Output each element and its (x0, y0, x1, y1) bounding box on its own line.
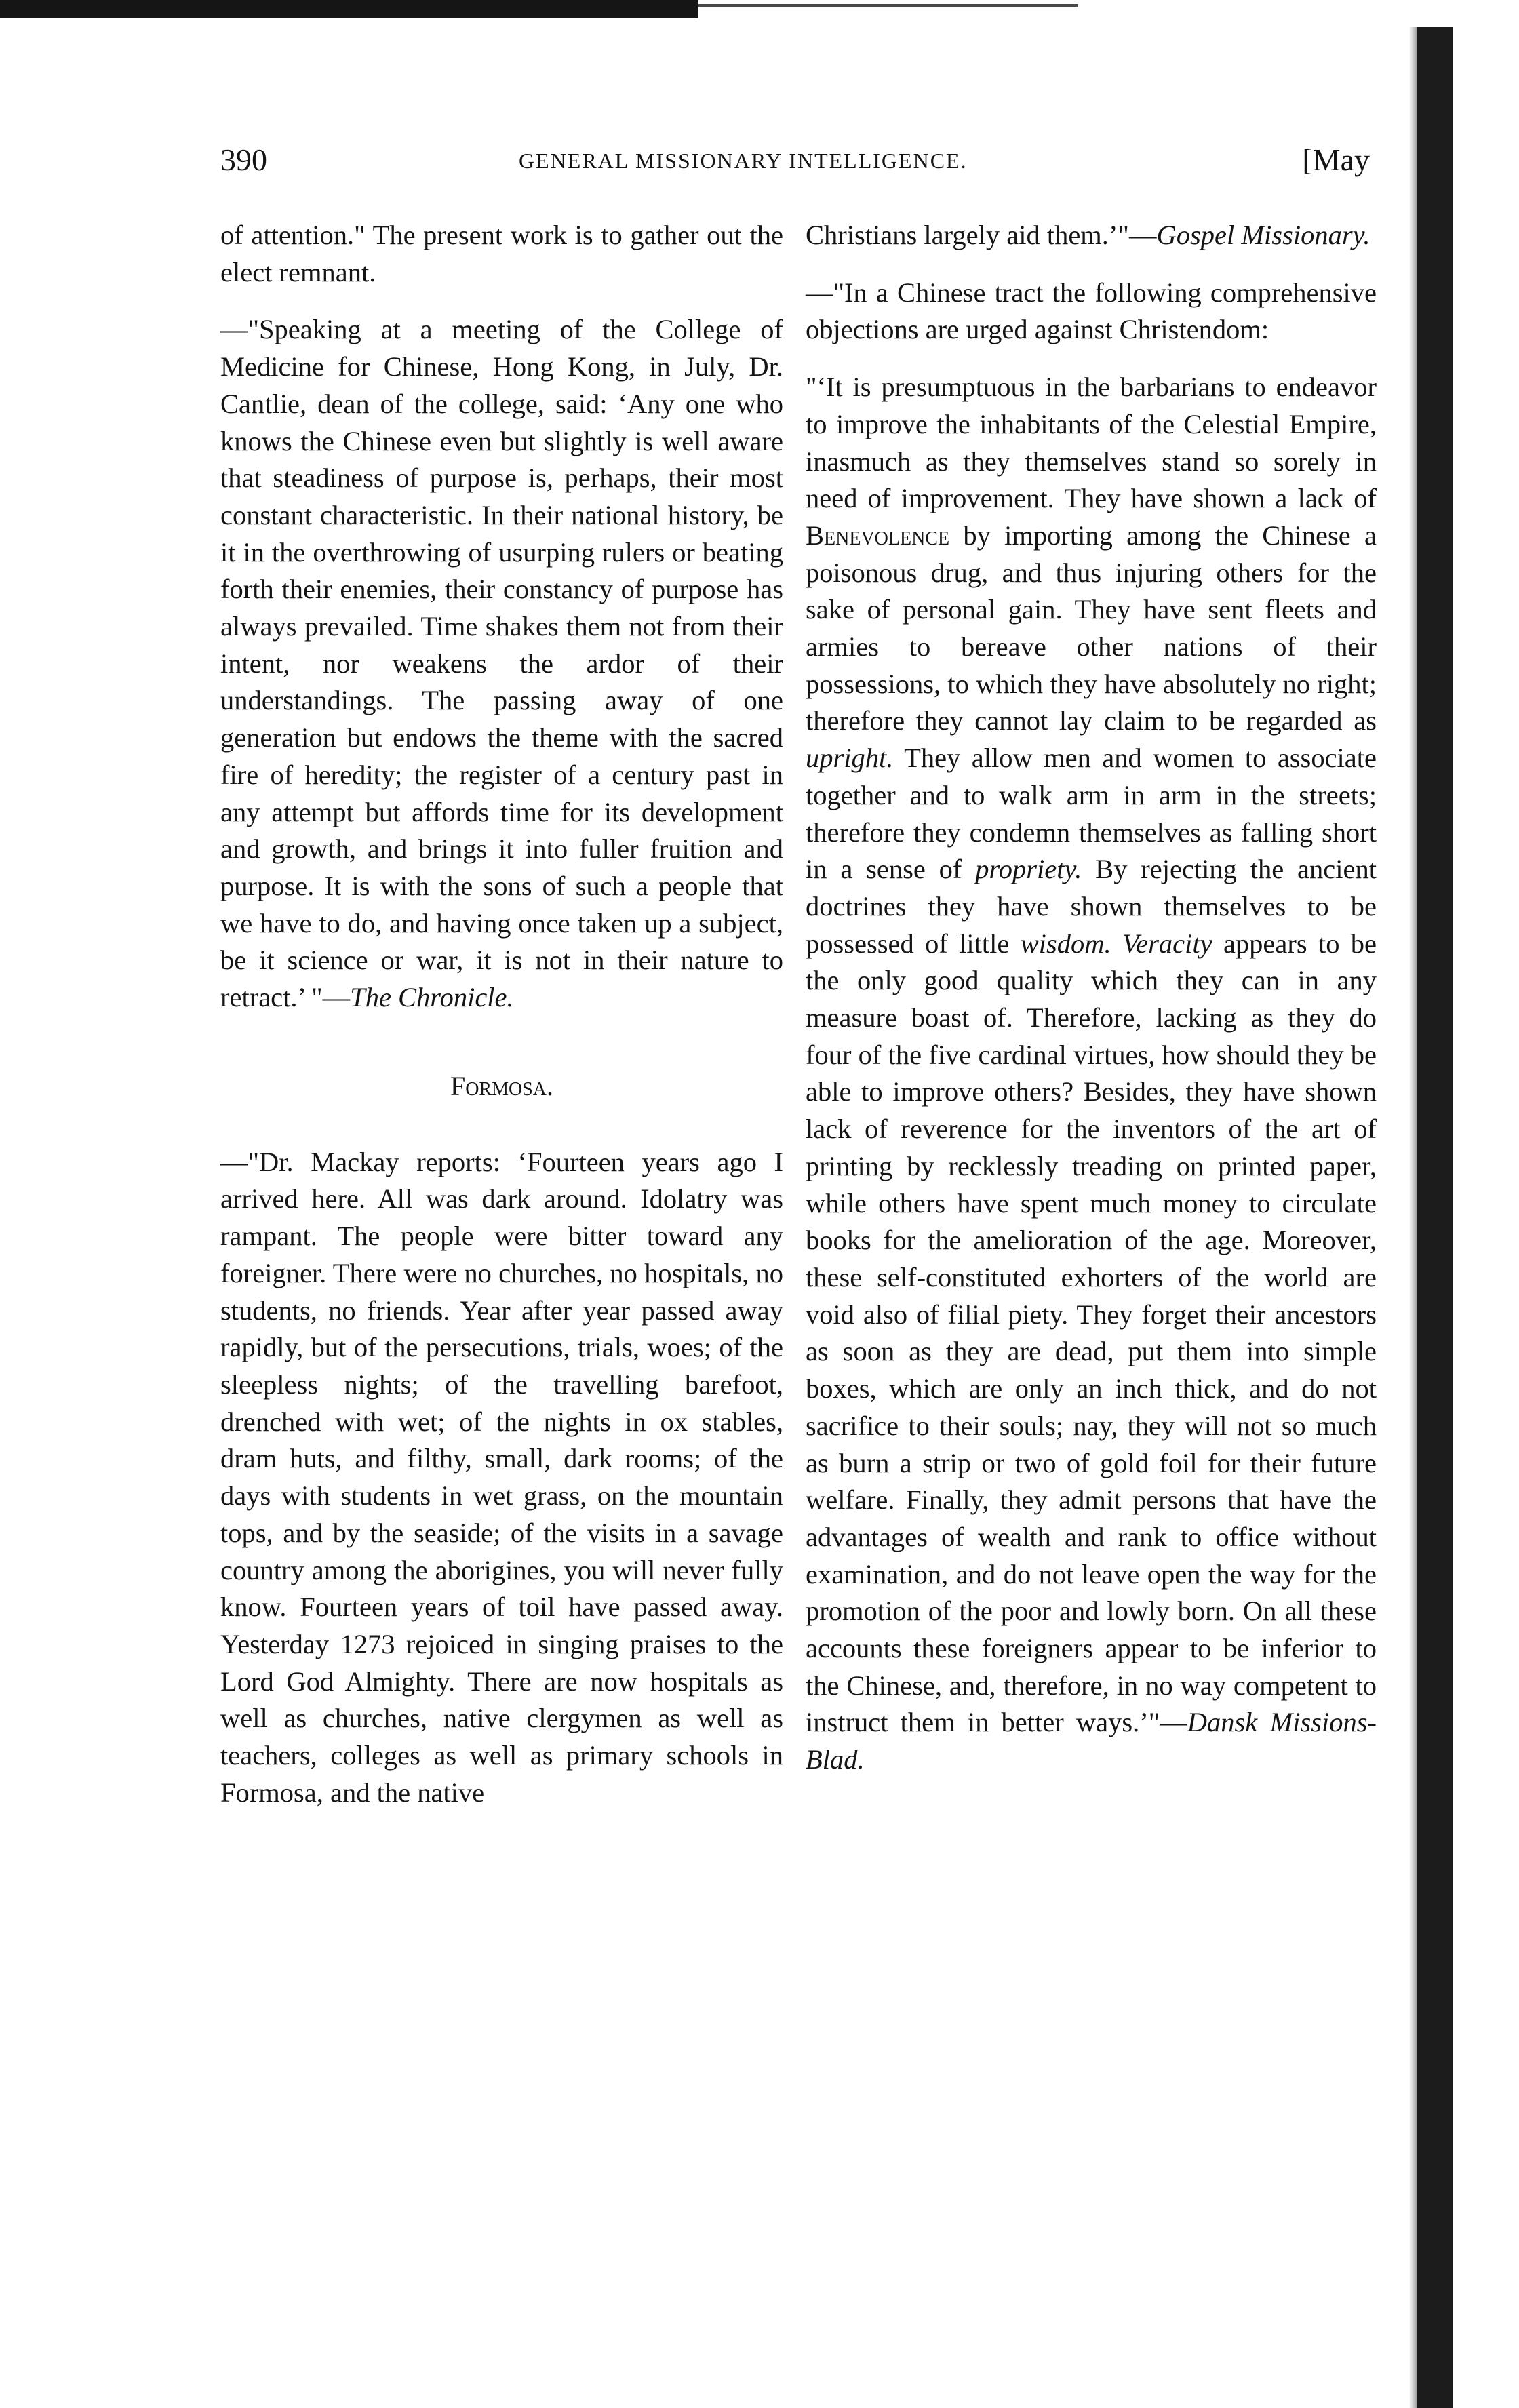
source-gospel-missionary: Gospel Missionary. (1156, 220, 1370, 250)
paragraph-christians-text: Christians largely aid them.’"— (806, 220, 1157, 250)
binding-shadow (1409, 27, 1417, 2408)
word-benevolence: Benevolence (806, 519, 950, 551)
word-propriety: propriety. (975, 854, 1082, 885)
objections-part-b: by importing among the Chinese a poisonous drug, and thus injuring others for the sake of personal gain. They have sent fleets and armies to bereave other nations of their possessions, to which they have absolutely no right; therefore they cannot lay claim to be regarded as (806, 519, 1377, 736)
paragraph-cantlie-text: —"Speaking at a meeting of the College of Medicine for Chinese, Hong Kong, in July, Dr. Cantlie, dean of the college, said: ‘Any one who knows the Chinese even but slightly is well aware that steadiness of purpose is, perhaps, their most constant characteristic. In their national history, be it in the overthrowing of usurping rulers or beating forth their enemies, their constancy of purpose has always prevailed. Time shakes them not from their intent, nor weakens the ardor of their understandings. The passing away of one generation but endows the theme with the sacred fire of heredity; the register of a century past in any attempt but affords time for its development and growth, and brings it into fuller fruition and purpose. It is with the sons of such a people that we have to do, and having once taken up a subject, be it science or war, it is not in their nature to retract.’ "— (220, 314, 783, 1013)
running-head-month: [May (1302, 142, 1370, 177)
paragraph-attention: of attention." The present work is to gather out the elect remnant. (220, 220, 783, 288)
paragraph-christians (806, 217, 1377, 254)
left-column (220, 217, 783, 1811)
objections-part-c: They allow men and women to associate together and to walk arm in arm in the streets; therefore they condemn themselves as falling short in a sense of (806, 743, 1377, 885)
word-wisdom: wisdom. (1020, 928, 1111, 959)
source-the-chronicle: The Chronicle. (350, 982, 514, 1013)
paragraph-cantlie (220, 311, 783, 1016)
page-header (220, 140, 1370, 187)
objections-part-a: "‘It is presumptuous in the barbarians to endeavor to improve the inhabitants of the Celestial Empire, inasmuch as they themselves stand so sorely in need of improvement. They have shown a lack of (806, 372, 1377, 514)
paragraph-mackay: —"Dr. Mackay reports: ‘Fourteen years ago I arrived here. All was dark around. Idolatry was rampant. The people were bitter toward any foreigner. There were no churches, no hospitals, no students, no friends. Year after year passed away rapidly, but of the persecutions, trials, woes; of the sleepless nights; of the travelling barefoot, drenched with wet; of the nights in ox stables, dram huts, and filthy, small, dark rooms; of the days with students in wet grass, on the mountain tops, and by the seaside; of the visits in a savage country among the aborigines, you will never fully know. Fourteen years of toil have passed away. Yesterday 1273 rejoiced in singing praises to the Lord God Almighty. There are now hospitals as well as churches, native clergymen as well as teachers, colleges as well as primary schools in Formosa, and the native (220, 1146, 783, 1808)
objections-part-e (1111, 928, 1122, 959)
running-head: GENERAL MISSIONARY INTELLIGENCE. (519, 149, 968, 173)
right-column (806, 217, 1377, 1779)
source-dansk-missions-blad: Dansk Missions-Blad. (806, 1707, 1377, 1775)
objections-part-f: appears to be the only good quality which they can in any measure boast of. Therefore, lacking as they do four of the five cardinal virtues, how should they be able to improve others? Besides, they have shown lack of reverence for the inventors of the art of printing by recklessly treading on printed paper, while others have spent much money to circulate books for the amelioration of the age. Moreover, these self-constituted exhorters of the world are void also of filial piety. They forget their ancestors as soon as they are dead, put them into simple boxes, which are only an inch thick, and do not sacrifice to their souls; nay, they will not so much as burn a strip or two of gold foil for their future welfare. Finally, they admit persons that have the advantages of wealth and rank to office without examination, and do not leave open the way for the promotion of the poor and lowly born. On all these accounts these foreigners appear to be inferior to the Chinese, and, therefore, in no way competent to instruct them in better ways.’"— (806, 928, 1377, 1738)
binding-spine (1417, 27, 1453, 2408)
paragraph-objections (806, 369, 1377, 1779)
word-upright: upright. (806, 743, 894, 774)
word-veracity: Veracity (1122, 928, 1212, 959)
top-edge-rule-thin (698, 4, 1078, 7)
page-number: 390 (220, 142, 267, 177)
section-heading-formosa: Formosa. (450, 1070, 554, 1101)
paragraph-chinese-tract: —"In a Chinese tract the following comprehensive objections are urged against Christendom: (806, 277, 1377, 345)
top-edge-rule (0, 0, 698, 18)
objections-part-d: By rejecting the ancient doctrines they have shown themselves to be possessed of little (806, 854, 1377, 959)
